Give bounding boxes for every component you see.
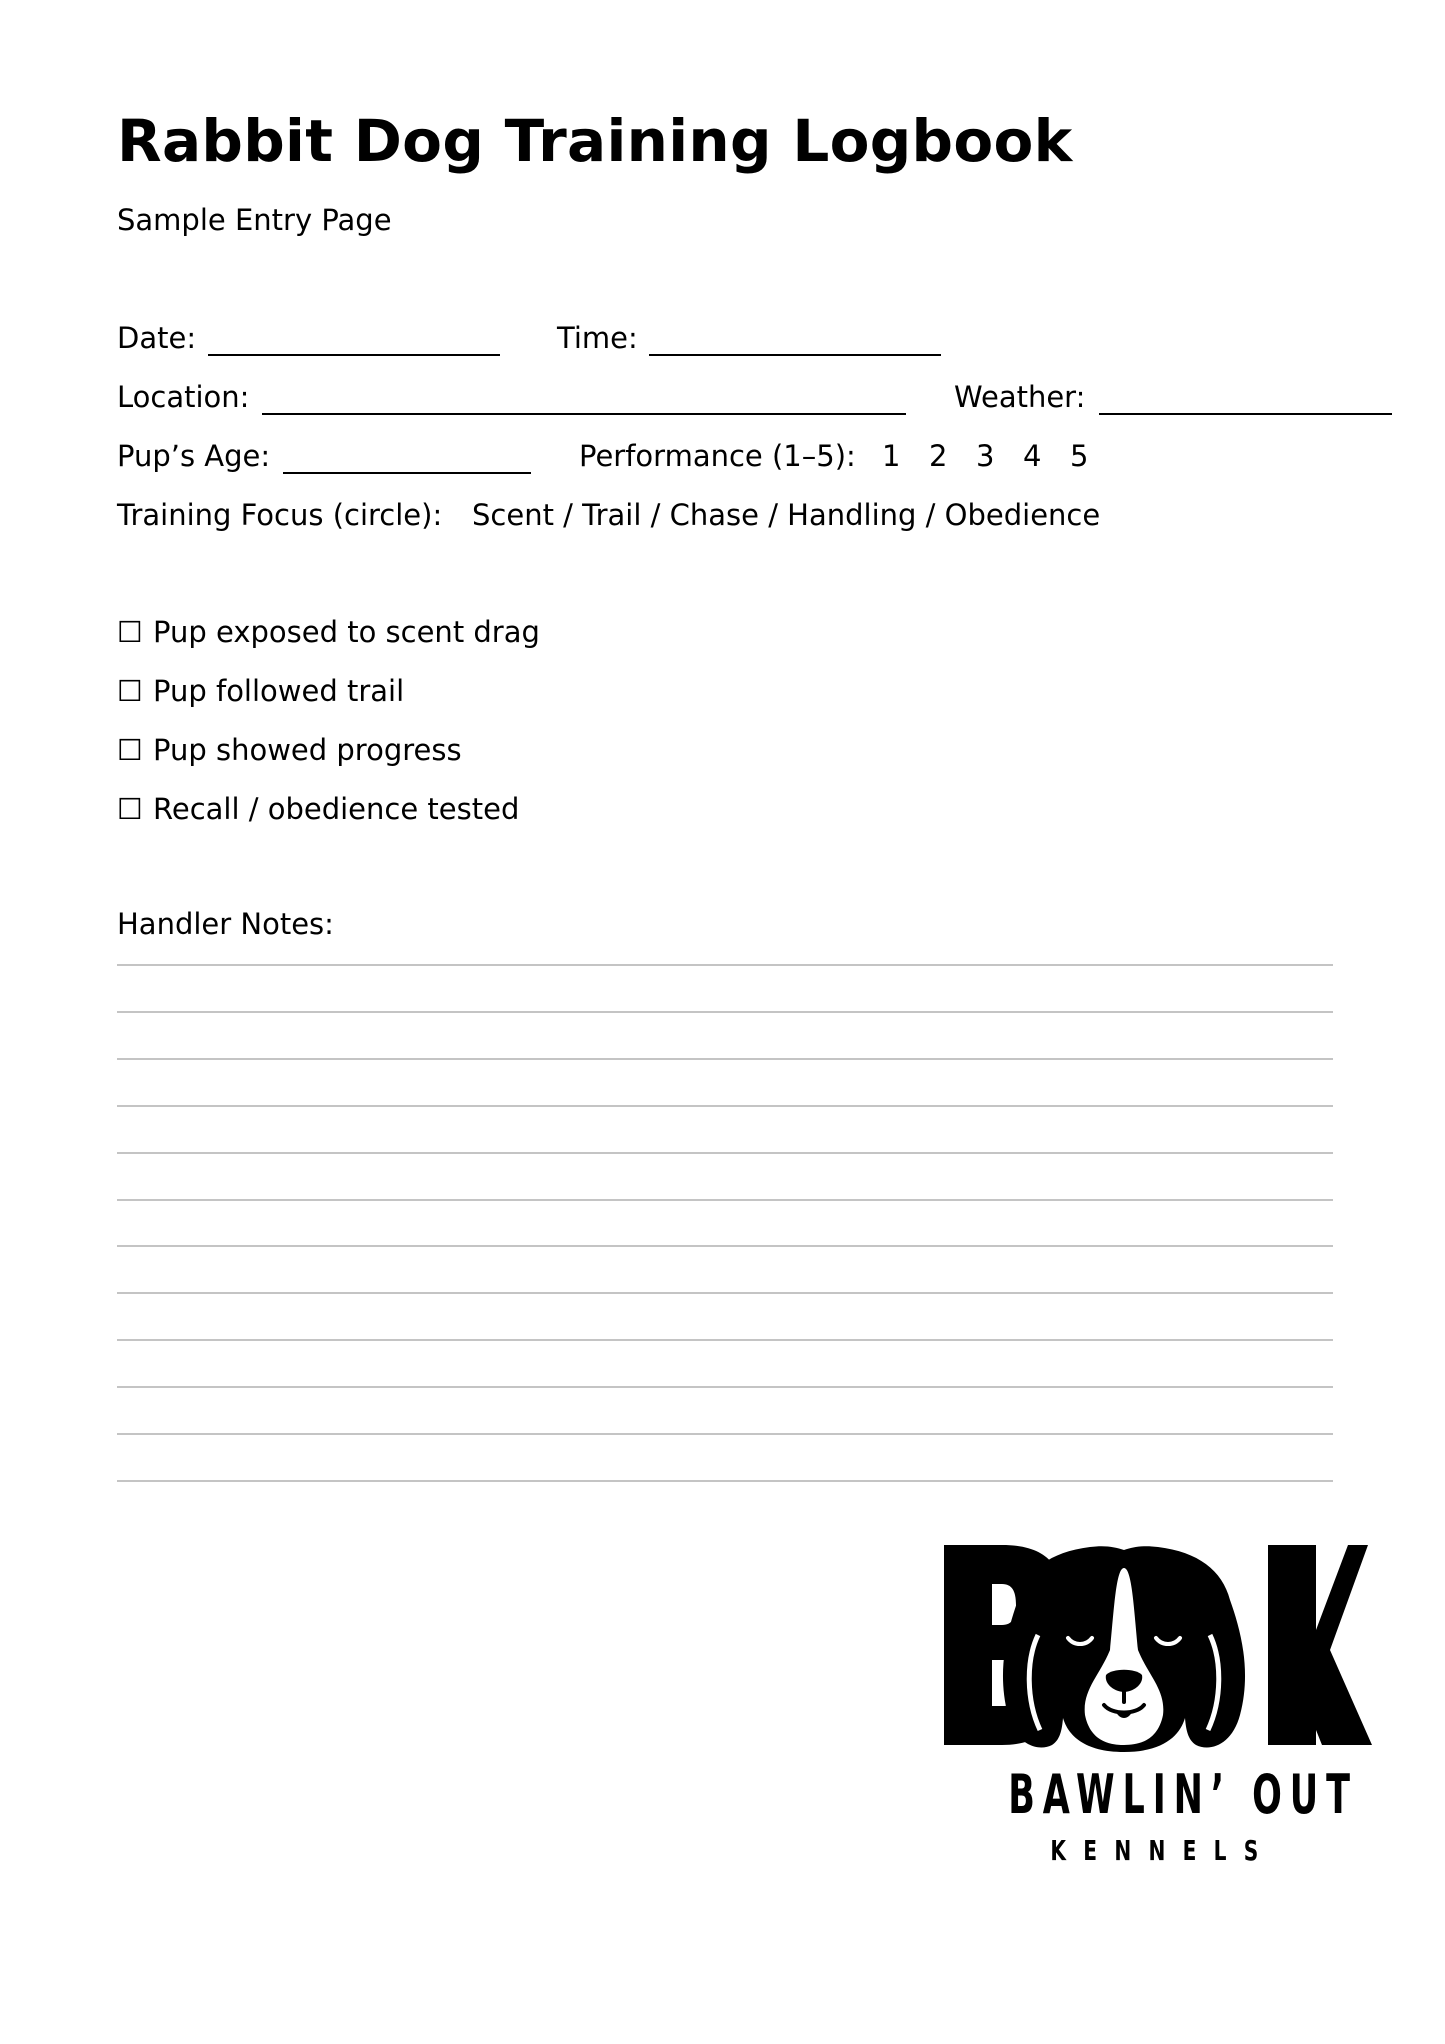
beagle-face-icon — [940, 1540, 1375, 1770]
page-subtitle: Sample Entry Page — [117, 203, 392, 237]
brand-name: BAWLIN’ OUT — [1008, 1763, 1358, 1826]
weather-field[interactable] — [1099, 413, 1392, 415]
note-line[interactable] — [117, 1339, 1333, 1341]
note-line[interactable] — [117, 1199, 1333, 1201]
checklist-item-label: Pup exposed to scent drag — [153, 615, 540, 649]
handler-notes-label: Handler Notes: — [117, 907, 334, 941]
performance-option-5[interactable]: 5 — [1070, 439, 1089, 473]
date-field[interactable] — [208, 354, 500, 356]
checklist-item-label: Pup followed trail — [153, 674, 405, 708]
note-line[interactable] — [117, 1011, 1333, 1013]
time-label: Time: — [557, 321, 638, 355]
checkbox-icon[interactable]: ☐ — [117, 615, 143, 649]
note-line[interactable] — [117, 1480, 1333, 1482]
checklist-item-label: Pup showed progress — [153, 733, 462, 767]
checklist-item[interactable] — [117, 674, 405, 708]
note-line[interactable] — [117, 1433, 1333, 1435]
page-title: Rabbit Dog Training Logbook — [117, 107, 1073, 175]
checkbox-icon[interactable]: ☐ — [117, 674, 143, 708]
note-line[interactable] — [117, 1058, 1333, 1060]
time-field[interactable] — [649, 354, 941, 356]
checklist-item-label: Recall / obedience tested — [153, 792, 520, 826]
pup-age-field[interactable] — [283, 472, 531, 474]
note-line[interactable] — [117, 1105, 1333, 1107]
performance-option-4[interactable]: 4 — [1023, 439, 1042, 473]
note-line[interactable] — [117, 1292, 1333, 1294]
checklist-item[interactable] — [117, 792, 520, 826]
weather-label: Weather: — [954, 380, 1086, 414]
performance-option-1[interactable]: 1 — [882, 439, 901, 473]
pup-age-label: Pup’s Age: — [117, 439, 271, 473]
date-label: Date: — [117, 321, 197, 355]
training-focus-options[interactable]: Scent / Trail / Chase / Handling / Obedience — [472, 498, 1101, 532]
location-label: Location: — [117, 380, 250, 414]
note-line[interactable] — [117, 1152, 1333, 1154]
checklist-item[interactable] — [117, 733, 462, 767]
bawlin-out-kennels-logo — [940, 1540, 1375, 1870]
note-line[interactable] — [117, 1386, 1333, 1388]
note-line[interactable] — [117, 964, 1333, 966]
checkbox-icon[interactable]: ☐ — [117, 733, 143, 767]
brand-subtitle: KENNELS — [1050, 1834, 1276, 1867]
checkbox-icon[interactable]: ☐ — [117, 792, 143, 826]
location-field[interactable] — [262, 413, 906, 415]
performance-option-2[interactable]: 2 — [929, 439, 948, 473]
checklist-item[interactable] — [117, 615, 540, 649]
training-focus-label: Training Focus (circle): — [117, 498, 443, 532]
note-line[interactable] — [117, 1245, 1333, 1247]
performance-label: Performance (1–5): — [579, 439, 856, 473]
performance-option-3[interactable]: 3 — [976, 439, 995, 473]
